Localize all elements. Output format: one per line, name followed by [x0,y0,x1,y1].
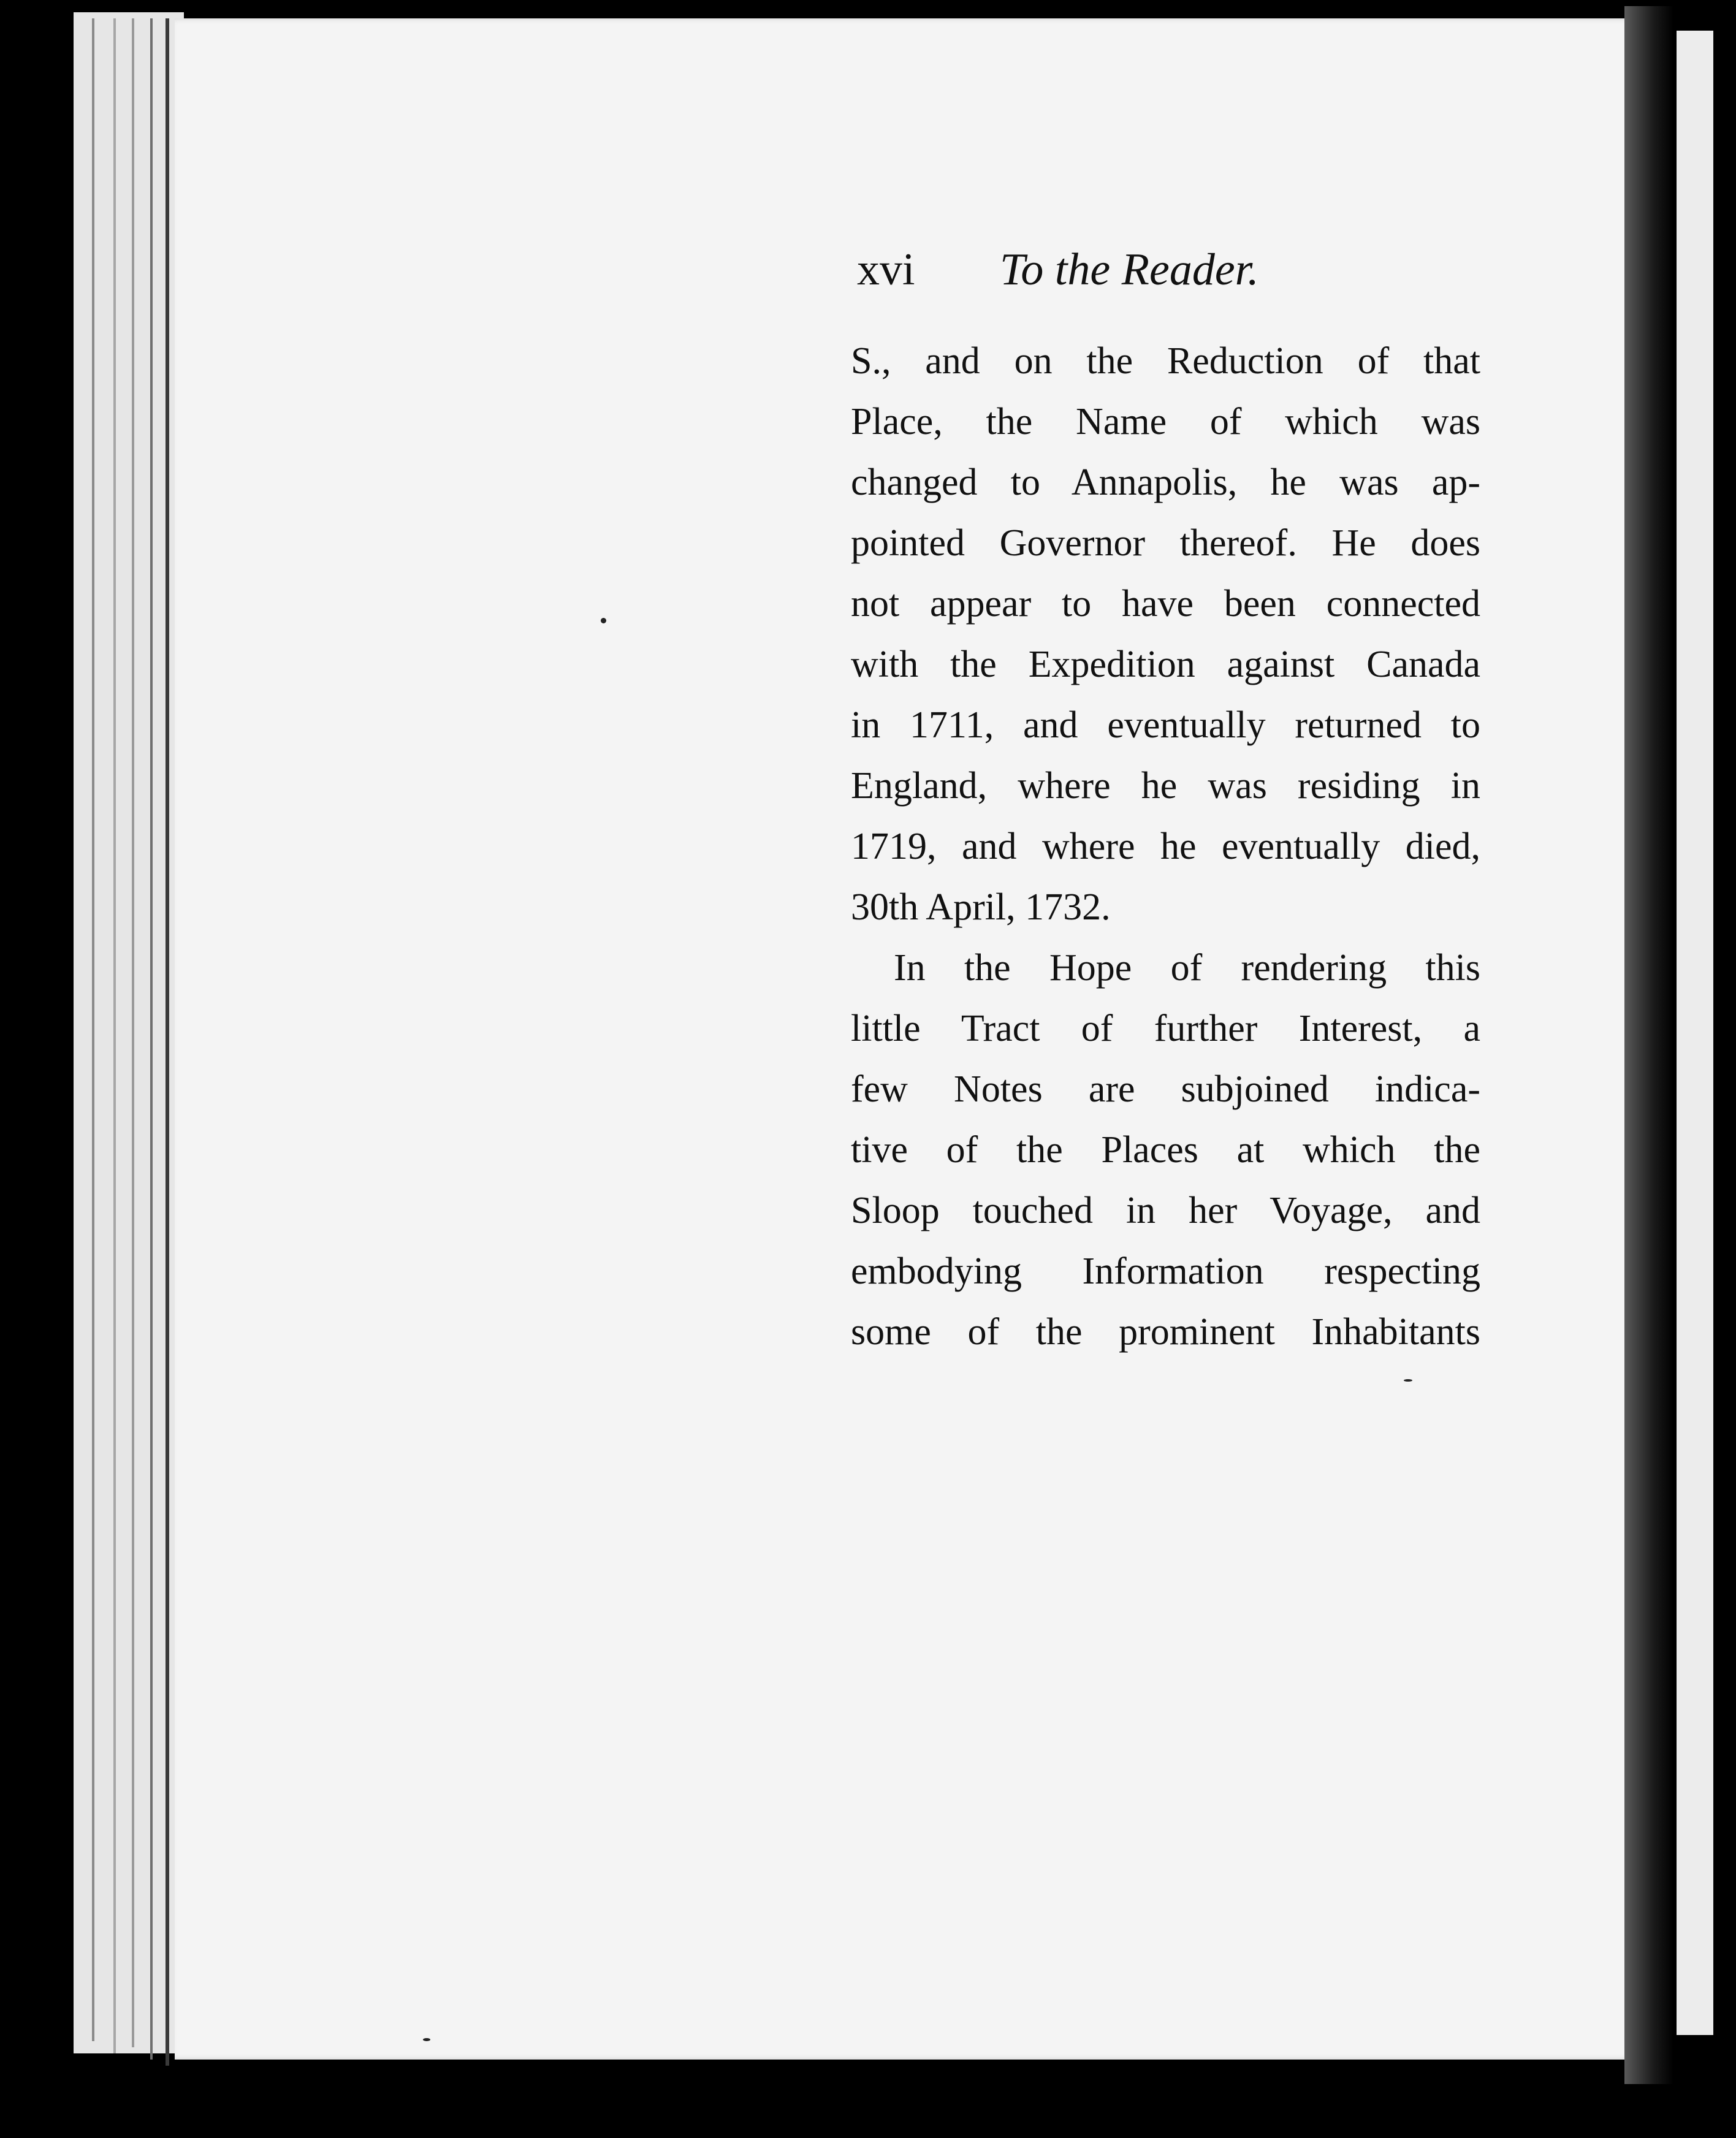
text-line: little Tract of further Interest, a [851,1008,1480,1049]
text-line: some of the prominent Inhabitants [851,1311,1480,1353]
binding-shadow [1624,6,1673,2084]
text-line: with the Expedition against Canada [851,644,1480,685]
ink-speck [423,2038,430,2041]
running-head: To the Reader. [1000,245,1259,295]
text-line: not appear to have been connected [851,583,1480,625]
page-edge-line [150,18,153,2060]
text-line: 1719, and where he eventually died, [851,826,1480,867]
page-header [857,242,1494,297]
body-text [851,331,1480,1363]
text-line: Place, the Name of which was [851,401,1480,443]
text-line: S., and on the Reduction of that [851,340,1480,382]
text-line: Sloop touched in her Voyage, and [851,1190,1480,1231]
text-line: few Notes are subjoined indica- [851,1068,1480,1110]
ink-speck [601,618,606,623]
text-line: pointed Governor thereof. He does [851,522,1480,564]
text-line: tive of the Places at which the [851,1129,1480,1171]
facing-page-edge [1677,31,1713,2035]
page-edge-line [166,18,169,2066]
text-line: England, where he was residing in [851,765,1480,807]
ink-speck [1404,1379,1412,1382]
page-edge-line [132,18,134,2047]
text-line: changed to Annapolis, he was ap- [851,462,1480,503]
page-number: xvi [857,245,915,295]
text-line: 30th April, 1732. [851,886,1111,928]
text-line: embodying Information respecting [851,1250,1480,1292]
text-line: In the Hope of rendering this [894,947,1480,989]
text-line: in 1711, and eventually returned to [851,704,1480,746]
page-edge-line [92,18,94,2041]
page-edge-line [113,18,116,2053]
